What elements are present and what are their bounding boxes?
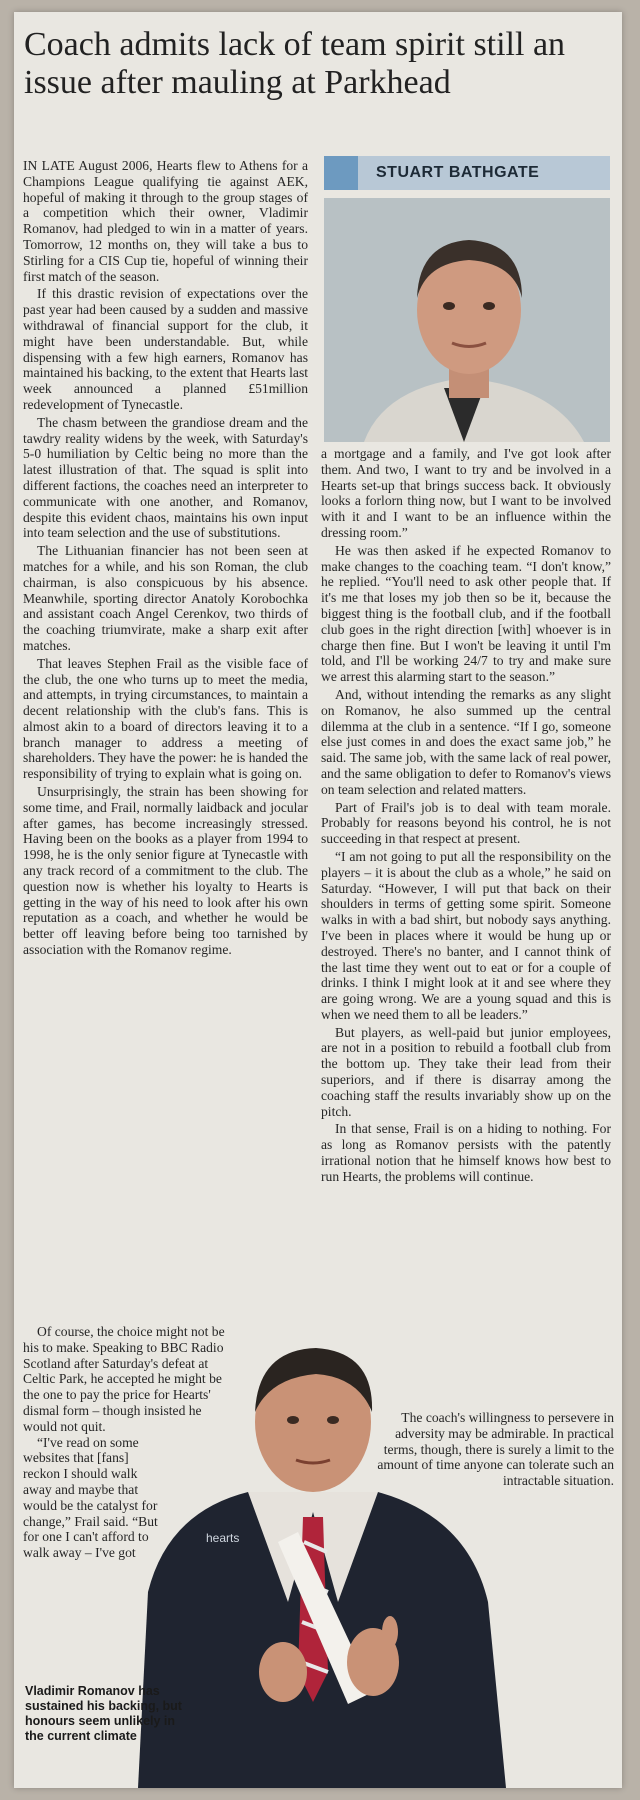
paragraph: “I am not going to put all the responsibility on the players – it is about the club as a whole,” he said on Saturday. “However, I will put that back on their shoulders in terms of getting some spirit. Someone walks in with a bad shirt, but nobody says anything. I've been in places where it would be hung up or destroyed. There's no banter, and I cannot think of the last time they went out to eat or for a couple of drinks. I think I might look at it and see where they are going wrong. We are a young squad and this is when we need them to all be leaders.” xyxy=(321,848,611,1022)
paragraph: And, without intending the remarks as any slight on Romanov, he also summed up the central dilemma at the club in a sentence. “If I go, someone else just comes in and does the exact same job,” he said. The same job, with the same lack of real power, and the same obligation to defer to Romanov's views on team selection and related matters. xyxy=(321,686,611,797)
headline: Coach admits lack of team spirit still an issue after mauling at Parkhead xyxy=(24,26,566,101)
article-column-1 xyxy=(23,158,308,960)
paragraph: He was then asked if he expected Romanov to make changes to the coaching team. “I don't know,” he replied. “You'll need to ask other people that. If it's me that loses my job then so be it, because the biggest thing is the football club, and if the football club goes in the right direction [with] whoever is in charge then fine. But I won't be leaving it until I'm told, and I'll be working 24/7 to try and make sure we arrest this alarming start to the season.” xyxy=(321,542,611,685)
paragraph: a mortgage and a family, and I've got look after them. And two, I want to try and be involved in a Hearts set-up that brings success back. It obviously looks a forlorn thing now, but I want to be involved with it and I want to be an influence within the dressing room.” xyxy=(321,446,611,540)
paragraph: Part of Frail's job is to deal with team morale. Probably for reasons beyond his control, he is not succeeding in that respect at present. xyxy=(321,799,611,847)
paragraph: The chasm between the grandiose dream and the tawdry reality widens by the week, with Saturday's 5-0 humiliation by Celtic being no more than the latest illustration of that. The squad is split into different factions, the coaches need an interpreter to communicate with one another, and Romanov, despite this evident chaos, maintains his own input into team selection and the use of substitutions. xyxy=(23,414,308,541)
newspaper-clipping xyxy=(14,12,622,1788)
paragraph: The Lithuanian financier has not been seen at matches for a while, and his son Roman, the club chairman, is also conspicuous by his absence. Meanwhile, sporting director Anatoly Korobochka and assistant coach Angel Cerenkov, two thirds of the coaching triumvirate, make a sharp exit after matches. xyxy=(23,543,308,653)
romanov-photo xyxy=(138,1342,506,1788)
paragraph: But players, as well-paid but junior employees, are not in a position to rebuild a football club from the bottom up. They take their lead from their superiors, and if there is disarray among the coaching staff the results invariably show up on the pitch. xyxy=(321,1024,611,1119)
byline-bar xyxy=(324,156,610,190)
article-column-2-continued: The coach's willingness to persevere in adversity may be admirable. In practical terms, though, there is surely a limit to the amount of time anyone can tolerate such an intractable situation. xyxy=(377,1410,614,1489)
byline-name: STUART BATHGATE xyxy=(376,164,540,181)
author-photo xyxy=(324,198,610,442)
paragraph: Of course, the choice might not be his to make. Speaking to BBC Radio Scotland after Saturday's defeat at Celtic Park, he accepted he might be the one to pay the price for Hearts' dismal form – though insisted he would not quit. xyxy=(23,1324,225,1434)
photo-caption: Vladimir Romanov has sustained his backing, but honours seem unlikely in the current climate xyxy=(25,1684,182,1743)
paragraph: IN LATE August 2006, Hearts flew to Athens for a Champions League qualifying tie against AEK, hopeful of making it through to the group stages of a competition which their owner, Vladimir Romanov, had pledged to win in a matter of years. Tomorrow, 12 months on, they will take a bus to Stirling for a CIS Cup tie, hopeful of winning their first match of the season. xyxy=(23,158,308,284)
paragraph: If this drastic revision of expectations over the past year had been caused by a sudden and massive withdrawal of financial support for the club, it might have been understandable. But, while dispensing with a few high earners, Romanov has maintained his backing, to the extent that Hearts last week announced a planned £51million redevelopment of Tynecastle. xyxy=(23,286,309,412)
byline-color-block xyxy=(324,156,358,190)
article-column-2 xyxy=(321,446,611,1187)
paragraph: “I've read on some websites that [fans] reckon I should walk away and maybe that would be the catalyst for change,” Frail said. “But for one I can't afford to walk away – I've got xyxy=(23,1434,158,1561)
svg-text:hearts: hearts xyxy=(206,1531,240,1545)
paragraph: In that sense, Frail is on a hiding to nothing. For as long as Romanov persists with the patently irrational notion that he himself knows how best to run Hearts, the problems will continue. xyxy=(321,1121,611,1184)
paragraph: That leaves Stephen Frail as the visible face of the club, the one who turns up to meet the media, and attempts, in trying circumstances, to maintain a decent relationship with the club's fans. This is almost akin to a board of directors leaving it to a branch manager to address a meeting of shareholders. They have the power: he is handed the responsibility of trying to explain what is going on. xyxy=(23,655,308,782)
paragraph: Unsurprisingly, the strain has been showing for some time, and Frail, normally laidback and jocular after games, has become increasingly stressed. Having been on the books as a player from 1994 to 1998, he is the only senior figure at Tynecastle with any track record of a commitment to the club. The question now is whether his loyalty to Hearts is getting in the way of his need to look after his own reputation as a coach, and whether he would be better off leaving before being too tarnished by association with the Romanov regime. xyxy=(23,784,308,958)
